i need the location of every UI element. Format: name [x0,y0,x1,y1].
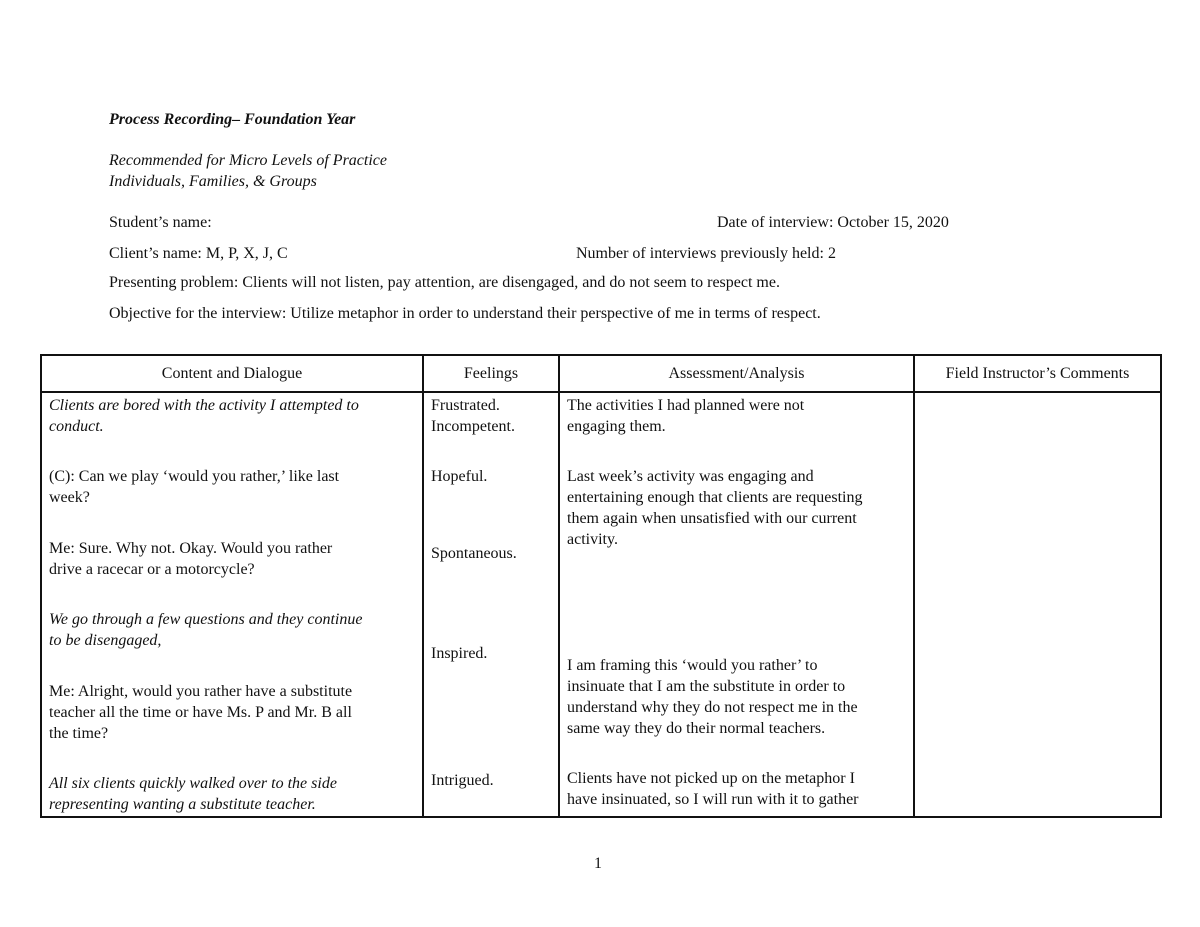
header-assessment-analysis: Assessment/Analysis [559,355,914,392]
content-entry [49,773,337,815]
date-of-interview: Date of interview: October 15, 2020 [717,214,949,231]
feelings-line: Spontaneous. [431,545,517,562]
assessment-line: The activities I had planned were not [567,397,805,414]
feelings-line: Incompetent. [431,418,515,435]
assessment-line: insinuate that I am the substitute in order to [567,678,846,695]
process-recording-table [40,354,1162,818]
header-feelings: Feelings [423,355,559,392]
content-line: teacher all the time or have Ms. P and Mr. B all [49,704,352,721]
feelings-entry [431,543,517,564]
assessment-entry [567,395,804,437]
feelings-entry [431,770,494,791]
content-entry [49,538,332,580]
content-line: to be disengaged, [49,632,162,649]
content-line: Me: Alright, would you rather have a substitute [49,683,353,700]
page-number: 1 [594,855,602,872]
interview-objective: Objective for the interview: Utilize metaphor in order to understand their perspective of me in terms of respect. [109,305,821,322]
feelings-entry [431,643,487,664]
table-body-row [41,392,1161,817]
client-name: Client’s name: M, P, X, J, C [109,245,288,262]
assessment-line: Last week’s activity was engaging and [567,468,814,485]
feelings-line: Inspired. [431,645,488,662]
content-line: We go through a few questions and they continue [49,611,363,628]
subtitle-practice-level: Recommended for Micro Levels of Practice [109,152,387,169]
subtitle-client-types: Individuals, Families, & Groups [109,173,317,190]
content-line: All six clients quickly walked over to the side [49,775,337,792]
assessment-analysis-cell [559,392,914,817]
feelings-line: Hopeful. [431,468,488,485]
content-line: (C): Can we play ‘would you rather,’ like last [49,468,340,485]
content-line: the time? [49,725,109,742]
assessment-line: have insinuated, so I will run with it to gather [567,791,859,808]
content-entry [49,466,339,508]
assessment-line: them again when unsatisfied with our current [567,510,857,527]
content-entry [49,681,352,744]
field-instructor-comments-cell [914,392,1161,817]
assessment-line: activity. [567,531,618,548]
feelings-entry [431,466,487,487]
content-entry [49,395,359,437]
assessment-line: entertaining enough that clients are requesting [567,489,863,506]
assessment-entry [567,655,858,739]
content-dialogue-cell [41,392,423,817]
interviews-previously-held: Number of interviews previously held: 2 [576,245,836,262]
presenting-problem: Presenting problem: Clients will not listen, pay attention, are disengaged, and do not seem to respect me. [109,274,780,291]
feelings-cell [423,392,559,817]
assessment-line: engaging them. [567,418,666,435]
table-header-row [41,355,1161,392]
content-line: conduct. [49,418,104,435]
document-title: Process Recording– Foundation Year [109,111,356,128]
student-name-label: Student’s name: [109,214,212,231]
content-line: week? [49,489,90,506]
feelings-line: Frustrated. [431,397,500,414]
assessment-line: understand why they do not respect me in the [567,699,858,716]
content-line: drive a racecar or a motorcycle? [49,561,255,578]
header-content-dialogue: Content and Dialogue [41,355,423,392]
feelings-line: Intrigued. [431,772,494,789]
assessment-entry [567,768,859,810]
assessment-line: I am framing this ‘would you rather’ to [567,657,818,674]
content-line: Clients are bored with the activity I attempted to [49,397,359,414]
assessment-line: Clients have not picked up on the metaphor I [567,770,855,787]
feelings-entry [431,395,515,437]
content-entry [49,609,362,651]
assessment-line: same way they do their normal teachers. [567,720,826,737]
header-field-instructor-comments: Field Instructor’s Comments [914,355,1161,392]
content-line: representing wanting a substitute teacher. [49,796,316,813]
assessment-entry [567,466,862,550]
content-line: Me: Sure. Why not. Okay. Would you rather [49,540,333,557]
